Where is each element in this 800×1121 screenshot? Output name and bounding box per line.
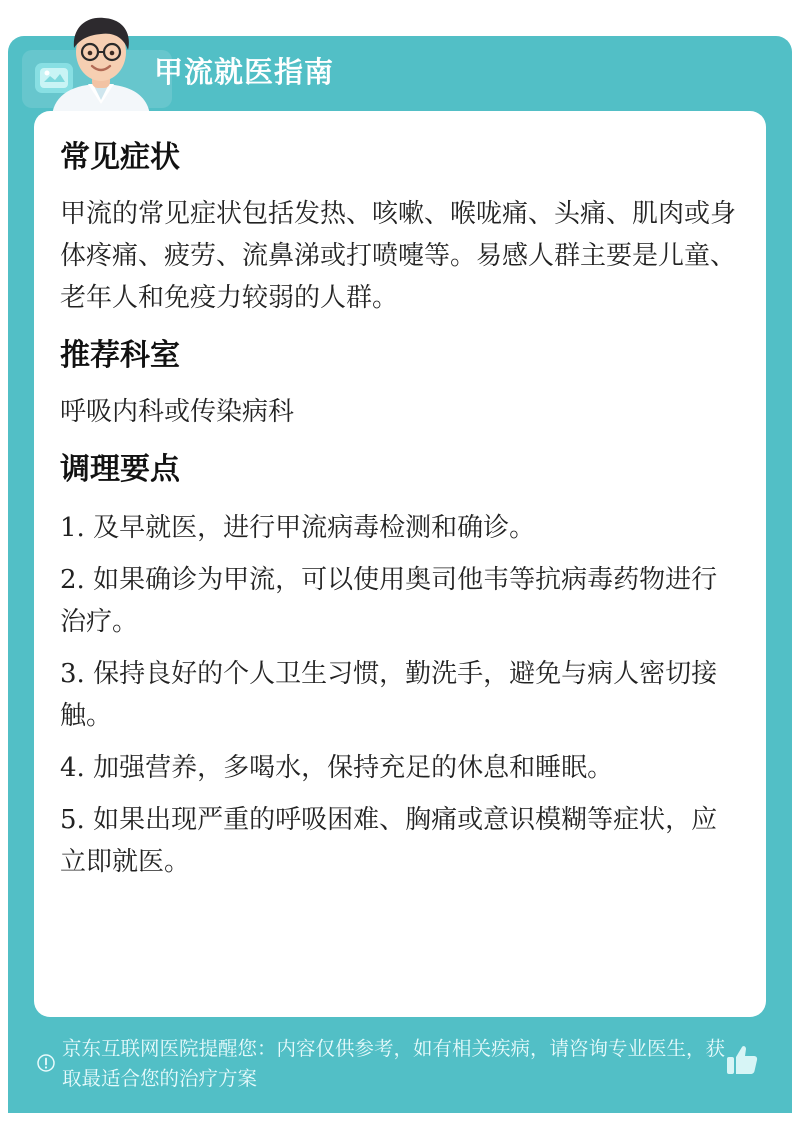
- disclaimer-text: 京东互联网医院提醒您：内容仅供参考，如有相关疾病，请咨询专业医生，获取最适合您的治疗方案: [62, 1037, 726, 1090]
- list-item-number: 4.: [60, 753, 85, 783]
- thumbs-up-icon[interactable]: [724, 1042, 760, 1078]
- list-item: [60, 747, 740, 789]
- list-item-text: 加强营养，多喝水，保持充足的休息和睡眠。: [93, 753, 614, 783]
- symptoms-text: 甲流的常见症状包括发热、咳嗽、喉咙痛、头痛、肌肉或身体疼痛、疲劳、流鼻涕或打喷嚏等。易感人群主要是儿童、老年人和免疫力较弱的人群。: [60, 199, 737, 313]
- list-item-number: 3.: [60, 659, 85, 689]
- list-item: [60, 653, 740, 737]
- list-item-number: 5.: [60, 805, 85, 835]
- list-item-number: 1.: [60, 513, 85, 543]
- section-title-symptoms: 常见症状: [60, 140, 180, 175]
- section-title-department: 推荐科室: [60, 338, 180, 373]
- info-circle-icon: [36, 1053, 56, 1073]
- list-item: [60, 507, 740, 549]
- list-item-text: 如果出现严重的呼吸困难、胸痛或意识模糊等症状，应立即就医。: [60, 805, 718, 877]
- list-item: [60, 559, 740, 643]
- page-title: 甲流就医指南: [154, 55, 335, 89]
- content-card: [34, 111, 766, 1017]
- list-item: [60, 799, 740, 883]
- department-text: 呼吸内科或传染病科: [60, 397, 295, 427]
- list-item-text: 保持良好的个人卫生习惯，勤洗手，避免与病人密切接触。: [60, 659, 718, 731]
- doctor-avatar: [44, 8, 158, 116]
- list-item-number: 2.: [60, 565, 85, 595]
- list-item-text: 如果确诊为甲流，可以使用奥司他韦等抗病毒药物进行治疗。: [60, 565, 718, 637]
- content-body: [60, 133, 740, 893]
- list-item-text: 及早就医，进行甲流病毒检测和确诊。: [93, 513, 536, 543]
- section-title-care: 调理要点: [60, 452, 180, 487]
